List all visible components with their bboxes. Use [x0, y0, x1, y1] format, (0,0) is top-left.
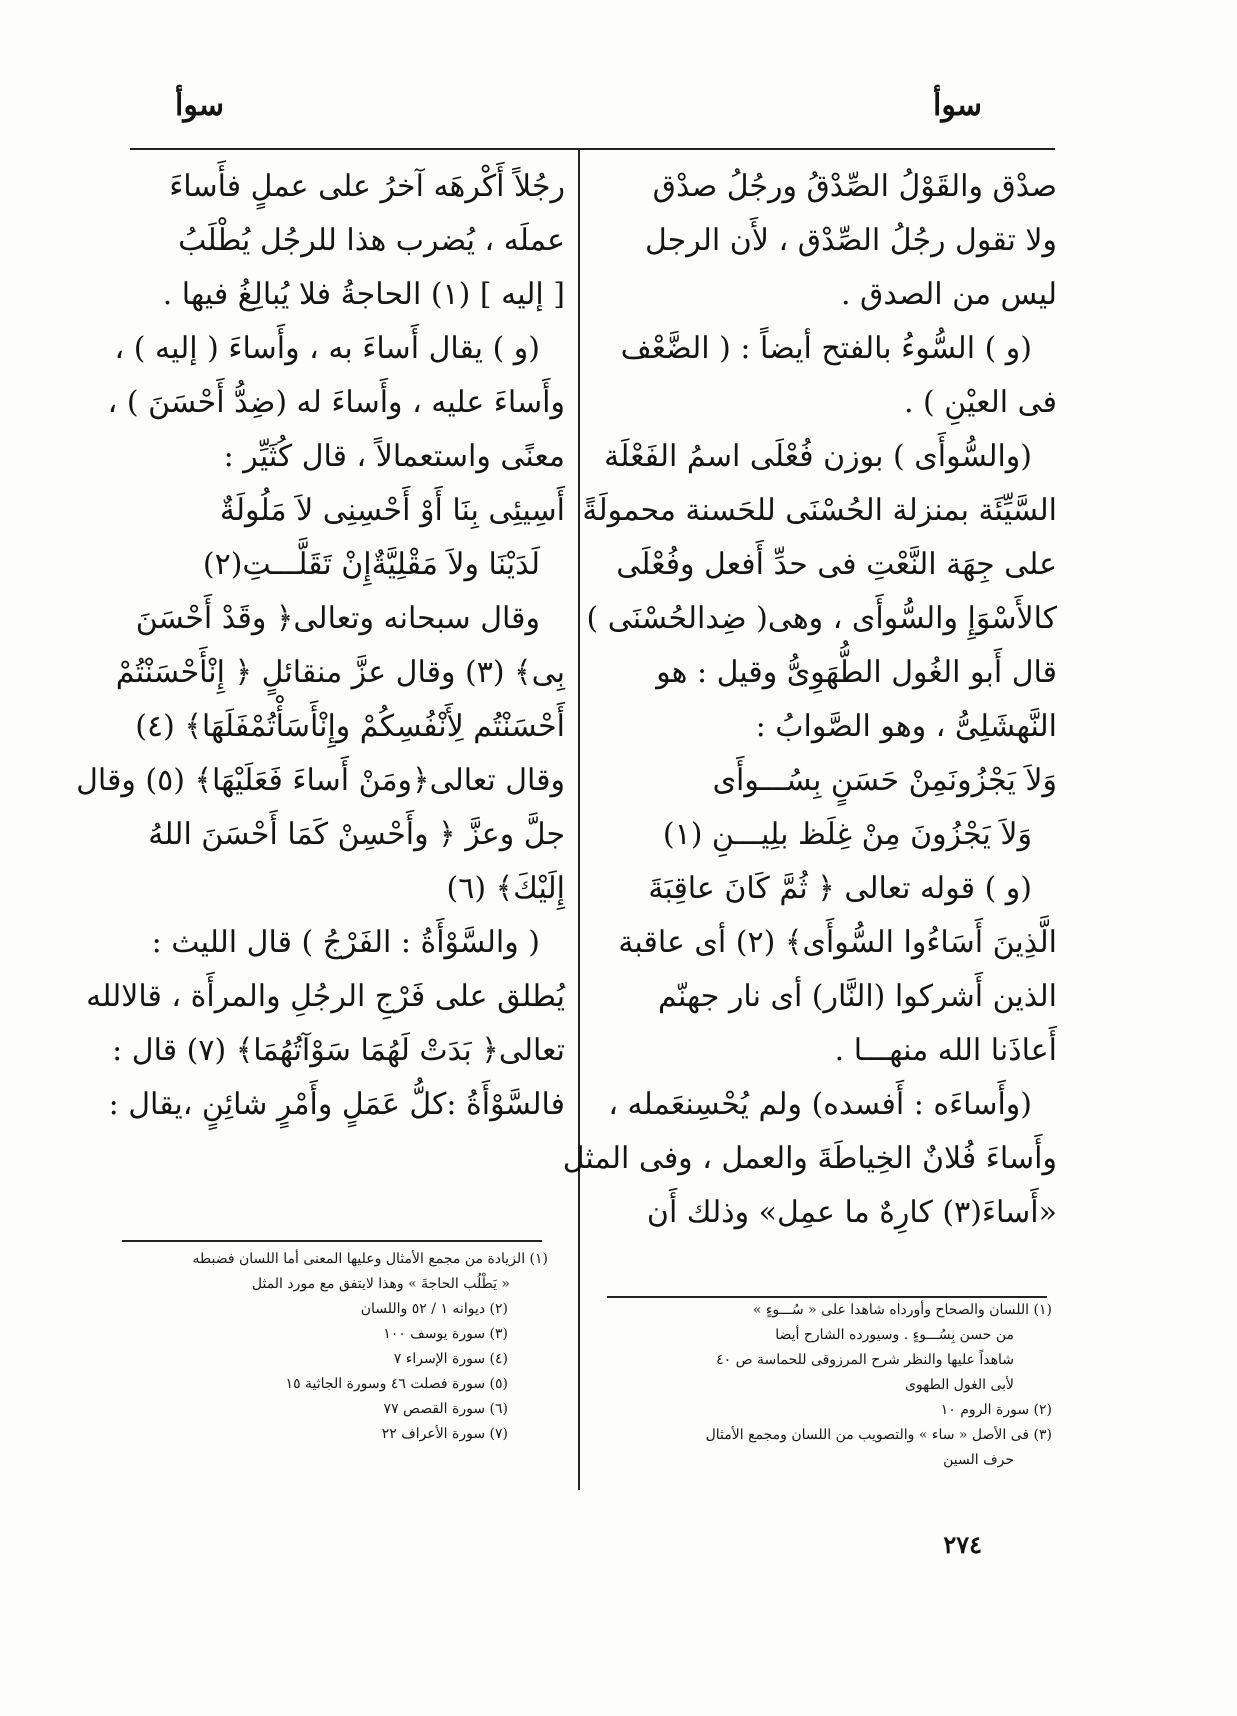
- text-line: الَّذِينَ أَسَاءُوا السُّوأَى﴾ (٢) أى عاقبة: [618, 925, 1057, 960]
- text-line: «أَساءَ(٣) كارِهٌ ما عمِل» وذلك أَن: [646, 1195, 1057, 1230]
- text-line: (و ) يقال أَساءَ به ، وأَساءَ ( إليه ) ،: [114, 331, 540, 366]
- text-line: (وأَساءَه : أَفسده) ولم يُحْسِنعَمله ،: [608, 1087, 1032, 1122]
- verse-line: أَسِيئِى بِنَا أَوْ أَحْسِنِى لاَ مَلُولَةٌ: [219, 493, 565, 528]
- footnote: (٢) سورة الروم ١٠: [940, 1402, 1052, 1418]
- footnote-continuation: من حسن بِسُـــوءٍ . وسيورده الشارح أيضا: [775, 1327, 1014, 1343]
- footnote-rule-left: [122, 1240, 542, 1242]
- text-line: (و ) قوله تعالى ﴿ ثُمَّ كَانَ عاقِبَةَ: [648, 871, 1032, 906]
- text-line: جلَّ وعزَّ ﴿ وأَحْسِنْ كَمَا أَحْسَنَ اللهُ: [148, 817, 565, 852]
- running-head-left: سوأ: [175, 88, 224, 123]
- text-line: وأَساءَ فُلانٌ الخِياطَةَ والعمل ، وفى المثل: [562, 1141, 1057, 1176]
- footnote-continuation: شاهداً عليها والنظر شرح المرزوقى للحماسة ص ٤٠: [716, 1352, 1014, 1368]
- text-line: قال أَبو الغُول الطُّهَوِىُّ وقيل : هو: [656, 655, 1057, 690]
- right-column: [562, 160, 1057, 1240]
- text-line: إِلَيْكَ﴾ (٦): [446, 871, 565, 906]
- footnote: (٤) سورة الإسراء ٧: [393, 1351, 508, 1367]
- verse-line: وَلاَ يَجْزُونَمِنْ حَسَنٍ بِسُـــوأَى: [712, 763, 1057, 798]
- text-line: وأَساءَ عليه ، وأَساءَ له (ضِدُّ أَحْسَنَ ) ،: [107, 385, 565, 420]
- footnote: (٢) ديوانه ١ / ٥٢ واللسان: [360, 1301, 508, 1317]
- page-number: ٢٧٤: [943, 1530, 982, 1559]
- footnote: (٦) سورة القصص ٧٧: [383, 1401, 508, 1417]
- text-line: فالسَّوْأَةُ :كلُّ عَمَلٍ وأَمْرٍ شائِنٍ ،يقال :: [108, 1087, 565, 1122]
- text-line: (و ) السُّوءُ بالفتح أيضاً : ( الضَّعْف: [620, 331, 1032, 366]
- footnote-continuation: « يَطْلُب الحاجةَ » وهذا لايتفق مع مورد المثل: [251, 1276, 510, 1292]
- footnote: (١) اللسان والصحاح وأورداه شاهدا على « سُـــوءٍ »: [752, 1302, 1052, 1318]
- footnote: (١) الزيادة من مجمع الأمثال وعليها المعنى أما اللسان فضبطه: [192, 1251, 548, 1267]
- text-line: وقال تعالى﴿ومَنْ أَساءَ فَعَلَيْهَا﴾ (٥) وقال: [76, 763, 565, 798]
- text-line: الذين أَشركوا (النَّار) أى نار جهنّم: [658, 979, 1057, 1014]
- text-line: [ إليه ] (١) الحاجةُ فلا يُبالِغُ فيها .: [162, 277, 565, 312]
- text-line: (والسُّوأَى ) بوزن فُعْلَى اسمُ الفَعْلَة: [604, 439, 1032, 474]
- text-line: على جِهَة النَّعْتِ فى حدِّ أَفعل وفُعْلَى: [616, 547, 1057, 582]
- footnote: (٣) سورة يوسف ١٠٠: [383, 1326, 508, 1342]
- footnote-continuation: حرف السين: [943, 1452, 1014, 1468]
- text-line: صدْق والقَوْلُ الصِّدْقُ ورجُلُ صدْق: [652, 169, 1057, 204]
- text-line: فى العيْنِ ) .: [903, 385, 1057, 420]
- text-line: عملَه ، يُضرب هذا للرجُل يُطْلَبُ: [178, 223, 565, 258]
- text-line: السَّيِّئَة بمنزلة الحُسْنَى للحَسنة محمولَةً: [582, 493, 1057, 528]
- footnote: (٥) سورة فصلت ٤٦ وسورة الجاثية ١٥: [285, 1376, 508, 1392]
- footnotes-left: [118, 1247, 548, 1447]
- text-line: النَّهشَلِىُّ ، وهو الصَّوابُ :: [755, 709, 1057, 744]
- text-line: ولا تقول رجُلُ الصِّدْق ، لأَن الرجل: [644, 223, 1057, 258]
- verse-line: وَلاَ يَجْزُونَ مِنْ غِلَظ بلِيـــنِ (١): [662, 817, 1032, 852]
- verse-line: لَدَيْنَا ولاَ مَقْلِيَّةٌإِنْ تَقَلَّـــتِ(٢): [202, 547, 540, 582]
- text-line: وقال سبحانه وتعالى﴿ وقَدْ أَحْسَنَ: [135, 601, 540, 636]
- left-column: [76, 160, 565, 1132]
- text-line: ( والسَّوْأَةُ : الفَرْجُ ) قال الليث :: [151, 925, 540, 960]
- text-line: أَعاذَنا الله منهـــا .: [834, 1033, 1057, 1068]
- text-line: كالأَسْوَإِ والسُّوأَى ، وهى( ضِدالحُسْنَى ): [586, 601, 1057, 636]
- text-line: ليس من الصدق .: [840, 277, 1057, 312]
- text-line: بِى﴾ (٣) وقال عزَّ منقائلٍ ﴿ إِنْأَحْسَنْتُمْ: [115, 655, 565, 690]
- text-line: يُطلق على فَرْجِ الرجُلِ والمرأَة ، قالالله: [86, 979, 565, 1014]
- text-line: معنًى واستعمالاً ، قال كُثَيِّر :: [223, 439, 565, 474]
- footnote: (٧) سورة الأعراف ٢٢: [381, 1426, 508, 1442]
- running-head-right: سوأ: [933, 88, 982, 123]
- column-divider: [578, 150, 580, 1490]
- header-rule: [130, 148, 1055, 150]
- text-line: أَحْسَنْتُم لِأَنْفُسِكُمْ وإِنْأَسَأْتُمْفَلَهَا﴾ (٤): [135, 709, 565, 744]
- footnotes-right: [602, 1298, 1052, 1473]
- footnote: (٣) فى الأصل « ساء » والتصويب من اللسان ومجمع الأمثال: [705, 1427, 1052, 1443]
- footnote-continuation: لأبى الغول الطهوى: [904, 1377, 1014, 1393]
- text-line: رجُلاً أَكْرهَه آخرُ على عملٍ فأَساءَ: [169, 169, 565, 204]
- text-line: تعالى﴿ بَدَتْ لَهُمَا سَوْآتُهُمَا﴾ (٧) قال :: [112, 1033, 565, 1068]
